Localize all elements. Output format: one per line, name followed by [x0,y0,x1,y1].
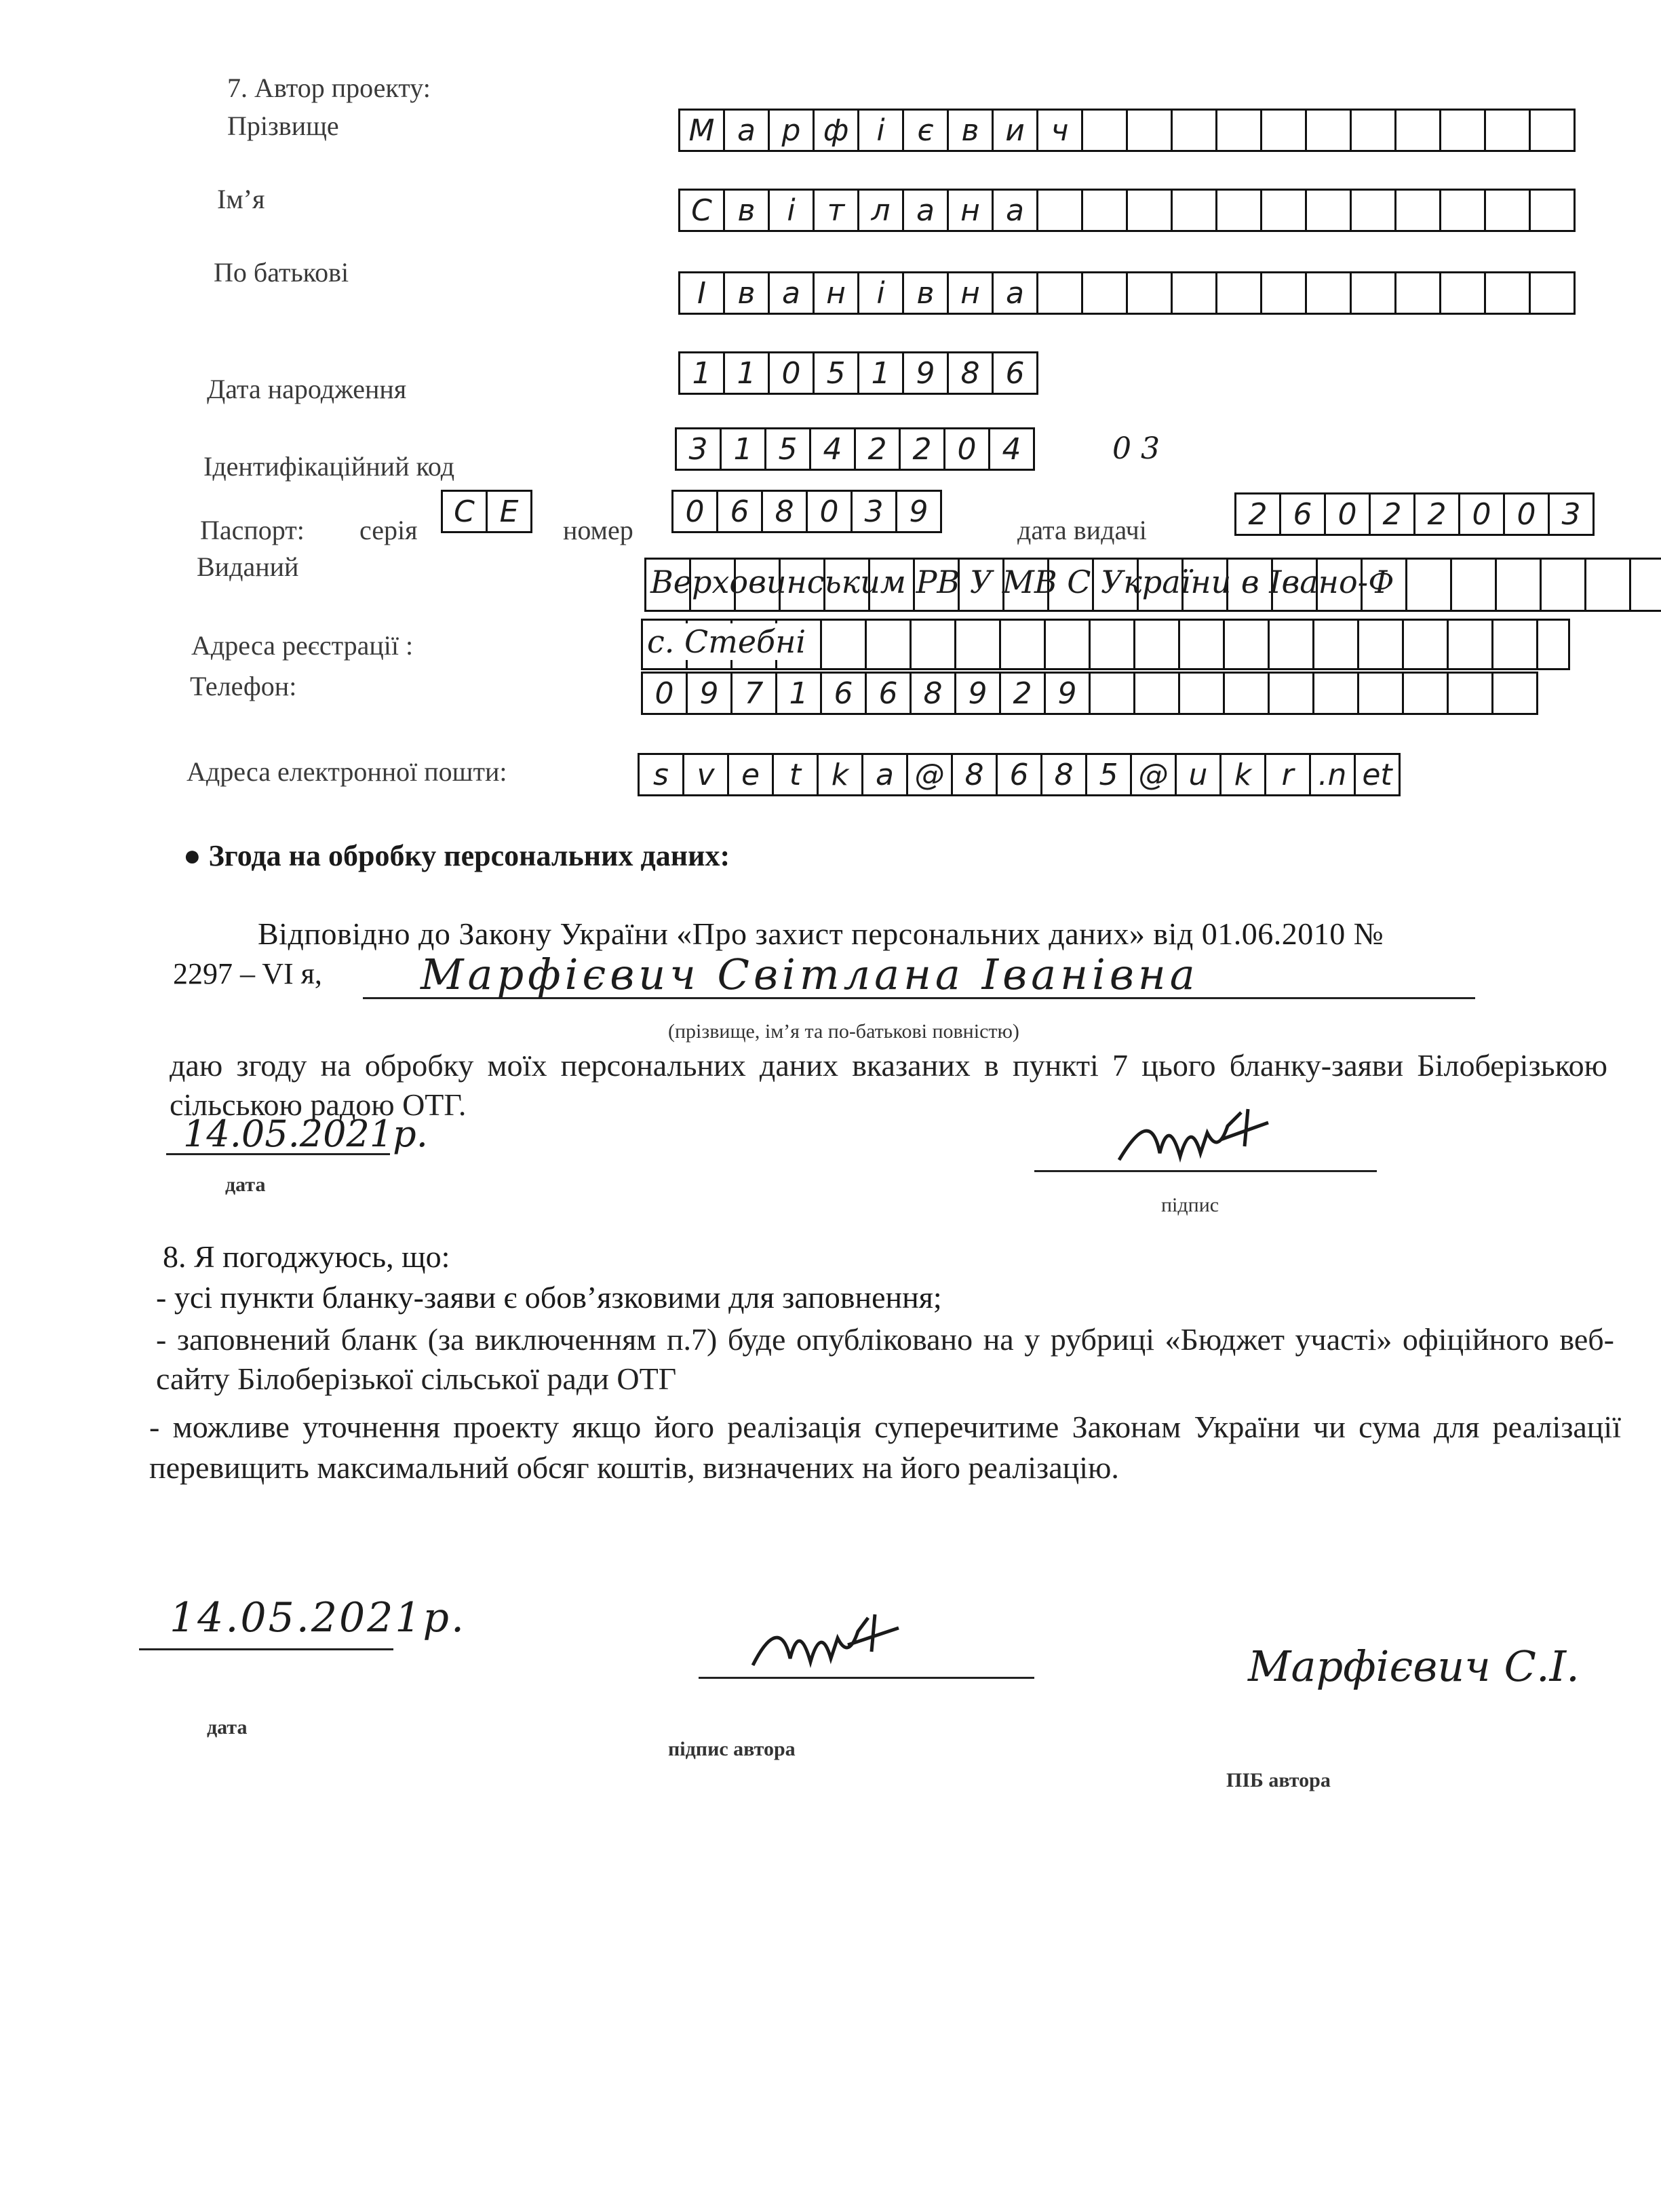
phone-field[interactable] [641,672,1538,715]
char-cell [1270,672,1314,715]
char-cell: .n [1311,753,1356,796]
char-cell [1396,109,1441,152]
char-cell: 8 [949,351,994,395]
char-cell: С [443,490,488,533]
char-cell: 6 [994,351,1038,395]
char-cell: 2 [1001,672,1046,715]
char-cell: а [904,189,949,232]
char-cell: в [904,271,949,315]
char-cell [1128,109,1173,152]
char-cell [1486,271,1531,315]
char-cell: М [680,109,725,152]
consent-signature-line [1034,1170,1377,1172]
char-cell: ч [1038,109,1083,152]
char-cell: а [725,109,770,152]
footer-signature-image [746,1608,909,1675]
char-cell: н [949,189,994,232]
char-cell: 5 [815,351,859,395]
footer-date-value[interactable]: 14.05.2021р. [170,1594,467,1642]
char-cell [1128,189,1173,232]
section-7-title: 7. Автор проекту: [227,73,431,103]
char-cell: 9 [688,672,732,715]
char-cell: л [859,189,904,232]
patronymic-field[interactable] [678,271,1576,315]
char-cell [1352,189,1396,232]
char-cell: в [949,109,994,152]
surname-field[interactable] [678,109,1576,152]
char-cell [1225,672,1270,715]
char-cell [1038,271,1083,315]
char-cell: v [684,753,729,796]
char-cell [1262,271,1307,315]
char-cell: 9 [956,672,1001,715]
char-cell: 9 [897,490,942,533]
name-field[interactable] [678,189,1576,232]
char-cell: є [904,109,949,152]
passport-label: Паспорт: [200,515,305,545]
char-cell: и [994,109,1038,152]
char-cell: 5 [1087,753,1132,796]
section-8-item-1: - усі пункти бланку-заяви є обов’язковими для заповнення; [156,1280,942,1315]
char-cell [1135,672,1180,715]
id-code-label: Ідентифікаційний код [203,451,455,482]
char-cell: k [1222,753,1266,796]
consent-law-number: 2297 – VI я, [173,957,322,990]
char-cell [1083,109,1128,152]
char-cell [1441,109,1486,152]
char-cell: e [729,753,774,796]
full-name-caption: (прізвище, ім’я та по-батькові повністю) [668,1020,1019,1043]
consent-paragraph-start: Відповідно до Закону України «Про захист персональних даних» від 01.06.2010 № [258,916,1384,951]
email-field[interactable] [638,753,1401,796]
name-label: Ім’я [217,184,265,214]
surname-label: Прізвище [227,111,339,141]
consent-signature-caption: підпис [1161,1194,1219,1216]
char-cell [1531,189,1576,232]
char-cell: а [770,271,815,315]
char-cell: 6 [822,672,867,715]
char-cell [1217,271,1262,315]
phone-label: Телефон: [190,671,297,701]
char-cell: 0 [945,427,990,471]
section-8-item-3: - можливе уточнення проекту якщо його реалізація суперечитиме Законам України чи сума для реалізації перевищить максимальний обсяг коштів, визначених на його реалізацію. [149,1410,1621,1485]
address-field[interactable] [641,619,1570,670]
char-cell: І [680,271,725,315]
char-cell: 2 [856,427,901,471]
char-cell: 6 [867,672,912,715]
char-cell [1441,271,1486,315]
char-cell [1038,189,1083,232]
char-cell: 3 [677,427,722,471]
char-cell [1217,189,1262,232]
full-name-handwritten[interactable]: Марфієвич Світлана Іванівна [421,950,1199,999]
consent-heading-text: Згода на обробку персональних даних: [208,839,730,872]
char-cell: 1 [777,672,822,715]
char-cell [1180,672,1225,715]
footer-signature-line [699,1677,1034,1679]
char-cell: 0 [673,490,718,533]
char-cell: 3 [853,490,897,533]
char-cell [1083,189,1128,232]
char-cell [1173,189,1217,232]
char-cell [1307,109,1352,152]
char-cell [1307,271,1352,315]
char-cell: ф [815,109,859,152]
consent-date-line [166,1153,390,1155]
issued-by-label: Виданий [197,551,299,582]
char-cell: 2 [1415,492,1460,536]
char-cell [1396,271,1441,315]
char-cell: н [815,271,859,315]
char-cell: 8 [912,672,956,715]
char-cell: і [859,109,904,152]
char-cell: et [1356,753,1401,796]
address-value: с. Стебні [647,623,810,660]
char-cell: 8 [953,753,998,796]
char-cell: 8 [1042,753,1087,796]
char-cell: т [815,189,859,232]
birth-date-label: Дата народження [207,374,407,404]
char-cell [1173,271,1217,315]
id-code-extra: 0 3 [1112,431,1160,466]
consent-heading: ● Згода на обробку персональних даних: [183,839,730,872]
char-cell: 8 [763,490,808,533]
char-cell: 1 [725,351,770,395]
char-cell: в [725,189,770,232]
char-cell: 5 [766,427,811,471]
char-cell: р [770,109,815,152]
patronymic-label: По батькові [214,257,349,288]
char-cell: 9 [904,351,949,395]
char-cell: a [863,753,908,796]
char-cell: а [994,189,1038,232]
char-cell [1262,109,1307,152]
passport-number-label: номер [563,515,633,545]
char-cell [1531,271,1576,315]
char-cell: 6 [718,490,763,533]
char-cell: 0 [1460,492,1505,536]
char-cell [1396,189,1441,232]
char-cell: 2 [1371,492,1415,536]
passport-series-label: серія [359,515,418,545]
id-code-field[interactable] [675,427,1035,471]
char-cell [1173,109,1217,152]
char-cell: 6 [998,753,1042,796]
char-cell: 0 [1326,492,1371,536]
char-cell: 2 [1236,492,1281,536]
char-cell [1128,271,1173,315]
footer-date-caption: дата [207,1716,248,1739]
char-cell: 0 [770,351,815,395]
issued-by-value: Верховинським РВ У МВ С України в Івано-Ф [650,564,1394,600]
char-cell: в [725,271,770,315]
char-cell: 0 [808,490,853,533]
passport-series-field[interactable] [441,490,532,533]
char-cell: 1 [722,427,766,471]
footer-author-value[interactable]: Марфієвич С.І. [1248,1642,1580,1691]
char-cell [1262,189,1307,232]
char-cell: 0 [1505,492,1550,536]
section-8-title: 8. Я погоджуюсь, що: [163,1239,450,1274]
char-cell [1314,672,1359,715]
char-cell: k [819,753,863,796]
char-cell: @ [908,753,953,796]
section-8-item-2: - заповнений бланк (за виключенням п.7) буде опубліковано на у рубриці «Бюджет участі» офіційного веб-сайту Білоберізької сільської ради ОТГ [156,1322,1614,1396]
char-cell: 3 [1550,492,1595,536]
char-cell: 2 [901,427,945,471]
char-cell: н [949,271,994,315]
char-cell [1531,109,1576,152]
passport-number-field[interactable] [671,490,942,533]
char-cell: Е [488,490,532,533]
char-cell: t [774,753,819,796]
char-cell: 6 [1281,492,1326,536]
char-cell: r [1266,753,1311,796]
char-cell [1486,189,1531,232]
char-cell: і [859,271,904,315]
char-cell [1359,672,1404,715]
char-cell [1352,271,1396,315]
char-cell: С [680,189,725,232]
address-label: Адреса реєстрації : [191,630,414,661]
char-cell [1352,109,1396,152]
issue-date-field[interactable] [1234,492,1595,536]
char-cell: 0 [643,672,688,715]
consent-paragraph-rest: даю згоду на обробку моїх персональних даних вказаних в пункті 7 цього бланку-заяви Білоберізькою сільською радою ОТГ. [170,1048,1607,1122]
consent-date-value[interactable]: 14.05.2021р. [183,1112,428,1155]
char-cell [1486,109,1531,152]
char-cell [1404,672,1449,715]
char-cell: u [1177,753,1222,796]
consent-signature-image [1112,1106,1289,1173]
footer-date-line [139,1648,393,1650]
footer-author-caption: ПІБ автора [1226,1769,1331,1791]
char-cell [1307,189,1352,232]
char-cell [1091,672,1135,715]
char-cell: @ [1132,753,1177,796]
char-cell: і [770,189,815,232]
issued-by-field[interactable] [644,558,1661,612]
char-cell [1083,271,1128,315]
footer-signature-caption: підпис автора [668,1738,796,1760]
char-cell: а [994,271,1038,315]
char-cell [1449,672,1493,715]
birth-date-field[interactable] [678,351,1038,395]
char-cell [1217,109,1262,152]
issue-date-label: дата видачі [1017,515,1147,545]
char-cell [1493,672,1538,715]
char-cell: 9 [1046,672,1091,715]
char-cell: 4 [990,427,1035,471]
char-cell: 1 [859,351,904,395]
char-cell: 1 [680,351,725,395]
char-cell: 4 [811,427,856,471]
consent-date-caption: дата [225,1173,266,1196]
char-cell: 7 [732,672,777,715]
char-cell [1441,189,1486,232]
email-label: Адреса електронної пошти: [187,756,507,787]
char-cell: s [640,753,684,796]
